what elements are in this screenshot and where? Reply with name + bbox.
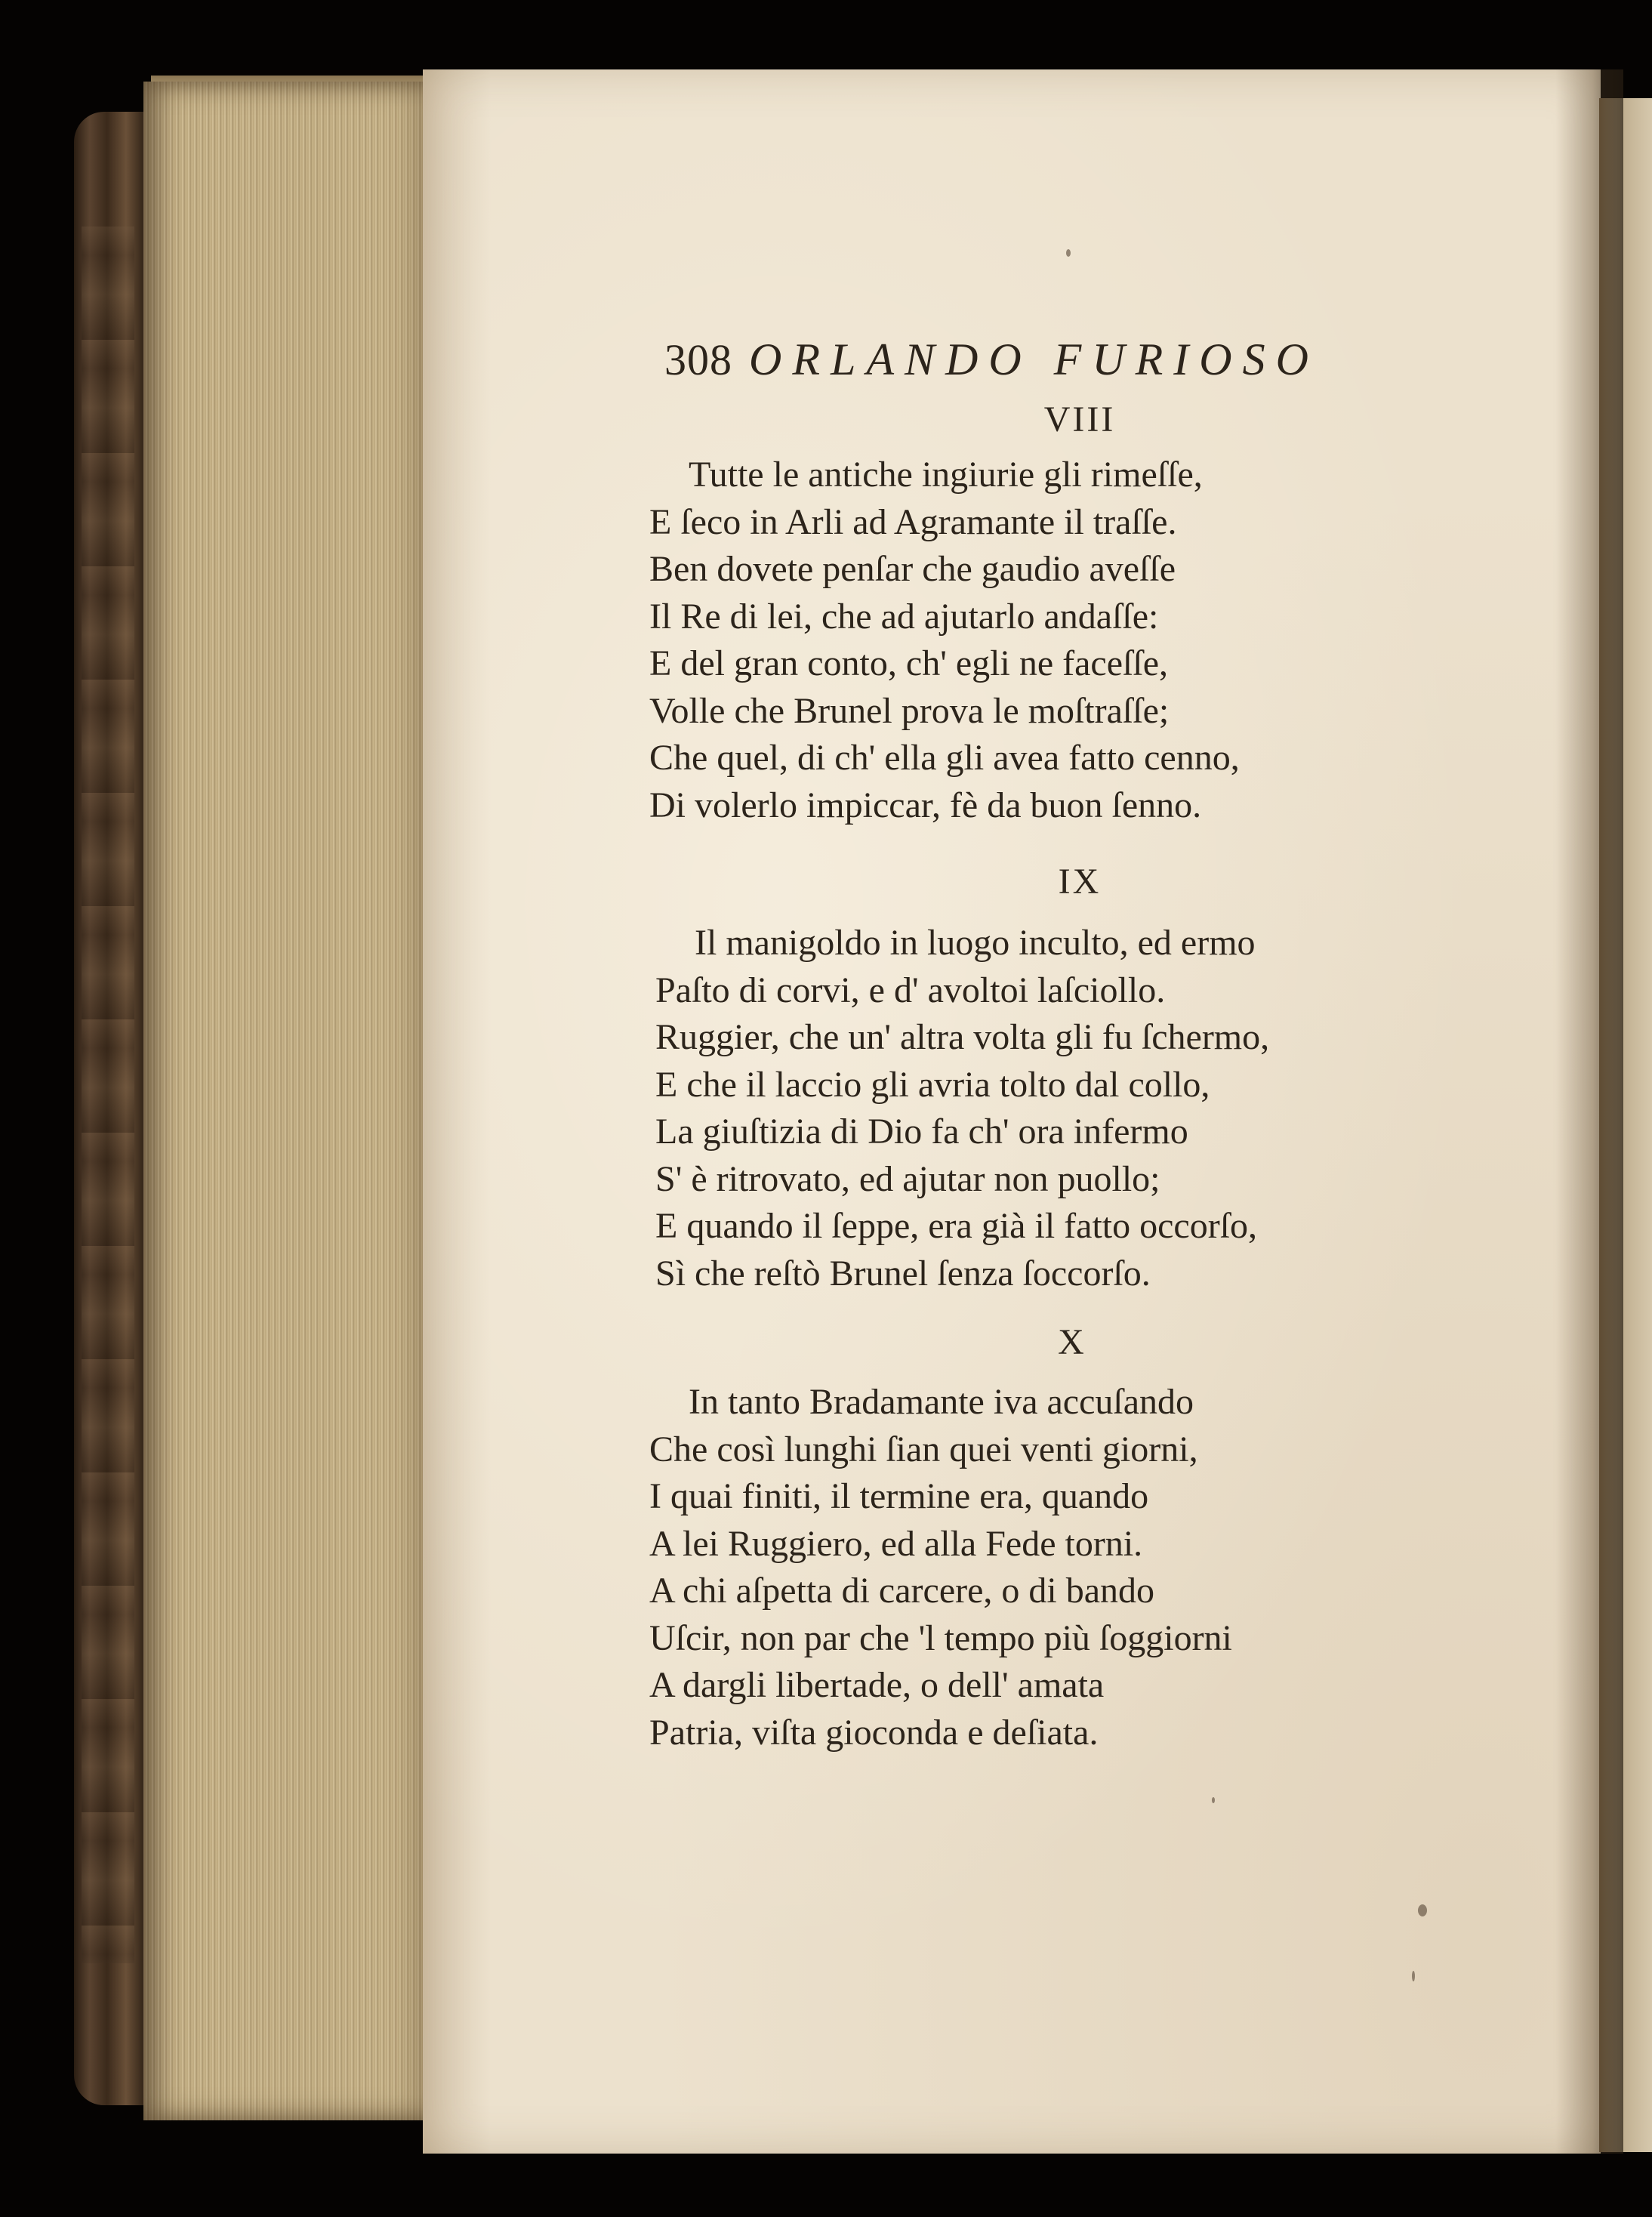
gutter-shadow bbox=[1555, 69, 1623, 2154]
paper-speck bbox=[1212, 1797, 1215, 1803]
verse-line: Uſcir, non par che 'l tempo più ſoggiorni bbox=[649, 1617, 1232, 1658]
stanza-number: X bbox=[1058, 1322, 1086, 1362]
paper-speck bbox=[1066, 249, 1071, 257]
verse-line: A chi aſpetta di carcere, o di bando bbox=[649, 1571, 1155, 1611]
verse-line: Ruggier, che un' altra volta gli fu ſchermo, bbox=[655, 1017, 1270, 1057]
running-title: ORLANDO FURIOSO bbox=[749, 335, 1319, 384]
verse-line: A dargli libertade, o dell' amata bbox=[649, 1665, 1105, 1705]
stanza bbox=[649, 1379, 1503, 1756]
paper-speck bbox=[1418, 1904, 1427, 1916]
spine-texture bbox=[82, 227, 134, 1963]
verse-line: E ſeco in Arli ad Agramante il traſſe. bbox=[649, 501, 1177, 542]
verse-line: E quando il ſeppe, era già il fatto occorſo, bbox=[655, 1206, 1258, 1246]
verse-line: Volle che Brunel prova le moſtraſſe; bbox=[649, 690, 1170, 731]
verse-line: Tutte le antiche ingiurie gli rimeſſe, bbox=[689, 455, 1203, 495]
verse-line: A lei Ruggiero, ed alla Fede torni. bbox=[649, 1523, 1143, 1564]
verse-line: Patria, viſta gioconda e deſiata. bbox=[649, 1712, 1099, 1753]
verse-line: I quai finiti, il termine era, quando bbox=[649, 1476, 1149, 1516]
stanza-number: VIII bbox=[1043, 399, 1116, 439]
stanza-number: IX bbox=[1058, 862, 1102, 902]
verse-line: Che quel, di ch' ella gli avea fatto cenno, bbox=[649, 738, 1240, 778]
stanza bbox=[655, 920, 1509, 1297]
stanza bbox=[649, 452, 1503, 829]
page-number: 308 bbox=[664, 335, 732, 384]
verse-line: S' è ritrovato, ed ajutar non puollo; bbox=[655, 1158, 1160, 1199]
verse-line: Il manigoldo in luogo inculto, ed ermo bbox=[695, 923, 1256, 963]
paper-speck bbox=[1412, 1971, 1415, 1981]
verse-line: Ben dovete penſar che gaudio aveſſe bbox=[649, 549, 1176, 589]
page-edges bbox=[143, 82, 434, 2120]
running-head bbox=[664, 334, 1450, 387]
verse-line: Di volerlo impiccar, fè da buon ſenno. bbox=[649, 785, 1202, 825]
background bbox=[0, 0, 1652, 69]
verse-line: La giuſtizia di Dio fa ch' ora infermo bbox=[655, 1112, 1188, 1152]
verse-line: Sì che reſtò Brunel ſenza ſoccorſo. bbox=[655, 1253, 1151, 1294]
verse-line: E che il laccio gli avria tolto dal collo, bbox=[655, 1064, 1210, 1105]
verse-line: E del gran conto, ch' egli ne faceſſe, bbox=[649, 643, 1168, 683]
verse-line: Paſto di corvi, e d' avoltoi laſciollo. bbox=[655, 970, 1166, 1010]
verse-line: Che così lunghi ſian quei venti giorni, bbox=[649, 1429, 1198, 1469]
verse-line: Il Re di lei, che ad ajutarlo andaſſe: bbox=[649, 596, 1159, 637]
verse-line: In tanto Bradamante iva accuſando bbox=[689, 1382, 1194, 1422]
